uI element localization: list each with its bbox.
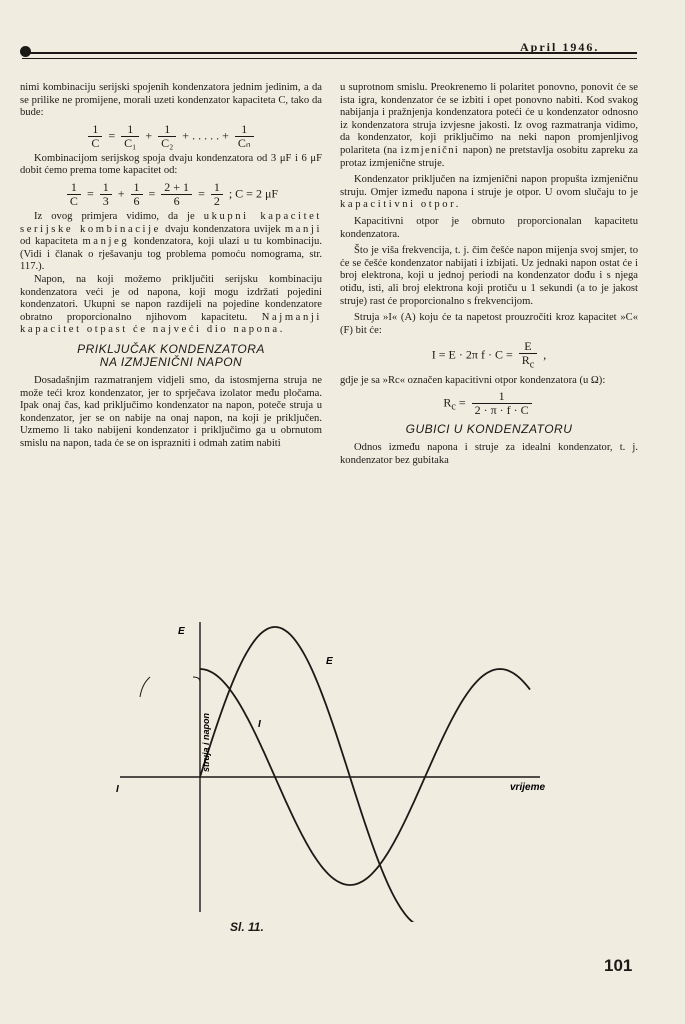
paragraph: Napon, na koji možemo priključiti serijsku kombinaciju kondenzatora veći je od napona, koji mogu izdržati pojedini kondenzatori. Ukupni se napon razdijeli na pojedine kondenzatore obratno proporcionalno njihovom kapacitetu. Najmanji kapacitet otpast će najveći dio napona. xyxy=(20,273,322,336)
curve-label-I: I xyxy=(258,719,261,730)
y-axis-label: struja i napon xyxy=(201,712,211,772)
paragraph: Struja »I« (A) koju će ta napetost prouzročiti kroz kapacitet »C« (F) bit će: xyxy=(340,312,638,336)
paragraph: gdje je sa »Rc« označen kapacitivni otpor kondenzatora (u Ω): xyxy=(340,374,606,386)
curve-label-E: E xyxy=(326,656,333,667)
paragraph: u suprotnom smislu. Preokrenemo li polaritet ponovno, ponovit će se ista igra, kondenzator će se izbiti i opet ponovno nabiti. Kod svakog nabijanja i pražnjenja kondenzatora poteći će u kondenzator odnosno iz kondenzatora struja izvjesne jakosti. Iz ovog razmatranja vidimo, da kondenzator, koji priključimo na neki napon promjenljivog polariteta (na izmjenični napon) ne pretstavlja osobitu zapreku za protaz izmjenične struje. xyxy=(340,82,638,169)
voltage-curve xyxy=(200,627,430,922)
figure-voltage-current-graph xyxy=(0,612,685,922)
axis-label-I: I xyxy=(116,784,119,795)
equation-example: $\frac{1}{C}$ = $\frac{1}{3}$ + $\frac{1}{6}$ = $\frac{2 + 1}{6}$ = $\frac{1}{2}$ ; C = 2 μF xyxy=(20,181,322,208)
equation-series-capacitance: $\frac{1}{C}$ = $\frac{1}{\text{C₁}}$ + $\frac{1}{\text{C₂}}$ + . . . . . + $\frac{1}{\text{Cₙ}}$ xyxy=(20,123,322,150)
paragraph: Kapacitivni otpor je obrnuto proporcionalan kapacitetu kondenzatora. xyxy=(340,215,638,240)
axis-label-E: E xyxy=(178,626,185,637)
section-heading: PRIKLJUČAK KONDENZATORA NA IZMJENIČNI NAPON xyxy=(77,341,265,369)
x-axis-label: vrijeme xyxy=(510,782,546,793)
equation-current: I = E · 2π f · C = $\frac{E}{R_c}$ , xyxy=(431,339,547,371)
running-head: April 1946. xyxy=(520,40,600,54)
fragment-curve xyxy=(140,677,150,697)
axis-mark xyxy=(193,677,200,682)
paragraph: nimi kombinaciju serijski spojenih kondenzatora jednim jedinim, a da se prilike ne promijene, morali uzeti kondenzator kapaciteta C, tako da bude: xyxy=(20,82,322,119)
left-column xyxy=(20,82,322,450)
page-number: 101 xyxy=(604,956,633,975)
paragraph: Što je viša frekvencija, t. j. čim češće napon mijenja svoj smjer, to će se češće kondenzator nabijati i izbijati. Uz jednaki napon ostat će i broj elektrona, koji u jednoj periodi na kondenzator dođu i s njega otiđu, isti, ali broj elektrona koji protiču u 1 sekundi (a to je jakost struje) rast će proporcionalno s frekvencijom. xyxy=(340,245,638,307)
paragraph: Kombinacijom serijskog spoja dvaju kondenzatora od 3 μF i 6 μF dobit ćemo prema tome kapacitet od: xyxy=(20,152,322,177)
figure-caption: Sl. 11. xyxy=(230,920,264,934)
header-rule-thin xyxy=(22,58,637,59)
right-column xyxy=(340,82,638,467)
paragraph: Kondenzator priključen na izmjenični napon propušta izmjeničnu struju. Omjer između napona i struje je otpor. U ovom slučaju to je kapacitivni otpor. xyxy=(340,174,638,211)
paragraph: Odnos između napona i struje za idealni kondenzator, t. j. kondenzator bez gubitaka xyxy=(340,442,638,466)
paragraph: Dosadašnjim razmatranjem vidjeli smo, da istosmjerna struja ne može teći kroz kondenzator, jer to sprječava izolator među pločama. Ipak onaj čas, kad priključimo kondenzator na napon, poteče struja u kondenzator, jer se on nabije na onaj napon, na koji je priključen. Uzmemo li tako nabijeni kondenzator i priključimo ga u obrnutom smislu na napon, tada će se on isprazniti i odmah zatim nabiti xyxy=(20,374,322,449)
equation-reactance: $R_c$ = $\frac{1}{2 \cdot \pi \cdot f \cdot C}$ xyxy=(340,390,638,417)
paragraph: Iz ovog primjera vidimo, da je ukupni kapacitet serijske kombinacije dvaju kondenzatora uvijek manji od kapaciteta manjeg kondenzatora, koji ulazi u tu kombinaciju. (Vidi i članak o rješavanju tog problema pomoću nomograma, str. 117.). xyxy=(20,210,323,273)
section-heading: GUBICI U KONDENZATORU xyxy=(405,422,573,437)
